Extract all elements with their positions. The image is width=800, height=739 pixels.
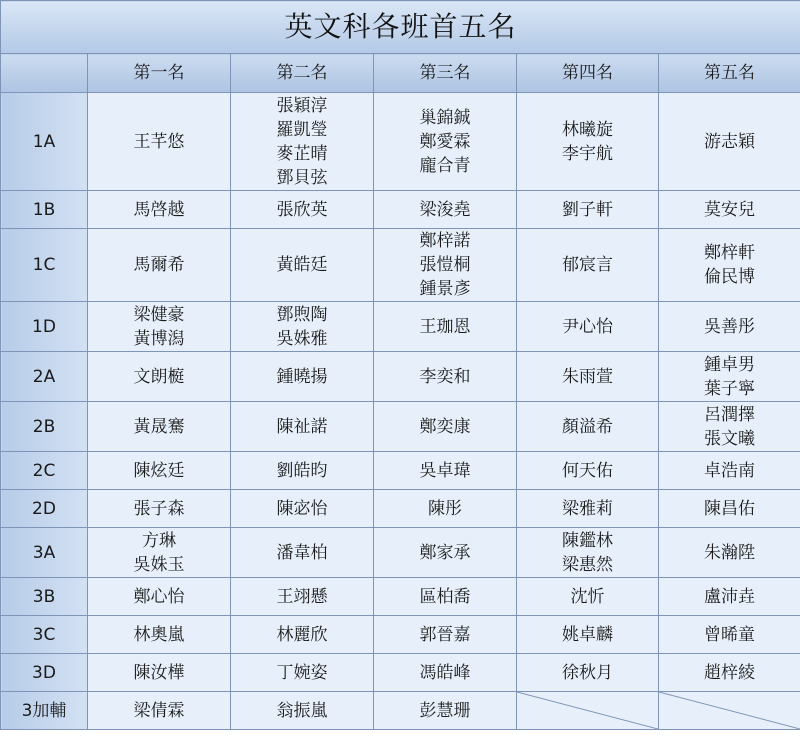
rank-cell (517, 402, 659, 452)
student-name: 黃晟騫 (133, 416, 185, 437)
student-name: 王珈恩 (419, 316, 471, 337)
rank-cell (374, 229, 517, 302)
rank-cell (517, 616, 659, 654)
rank-cell (231, 402, 374, 452)
rank-cell (88, 616, 231, 654)
class-label: 3B (1, 578, 88, 616)
student-name: 吳善彤 (704, 316, 756, 337)
student-name: 鍾卓男 (704, 354, 756, 375)
student-name: 曾晞童 (704, 624, 756, 645)
table-row (1, 452, 800, 490)
student-name: 劉子軒 (562, 199, 613, 220)
rank-cell (374, 93, 517, 191)
class-label: 3C (1, 616, 88, 654)
rank-cell (659, 654, 800, 692)
student-name: 梁浚堯 (419, 199, 471, 220)
student-name: 倫民博 (704, 267, 756, 287)
student-name: 王芊悠 (133, 131, 185, 152)
student-name: 馬啓越 (133, 199, 185, 220)
student-name: 盧沛垚 (704, 586, 756, 607)
rank-cell (517, 229, 659, 302)
student-name: 麥芷晴 (276, 143, 328, 164)
rank-cell (659, 402, 800, 452)
student-name: 梁惠然 (562, 554, 613, 575)
student-name: 巢錦鋮 (419, 107, 471, 128)
student-name: 葉子寧 (704, 378, 756, 399)
column-header: 第五名 (659, 54, 800, 93)
student-name: 朱瀚陞 (704, 542, 756, 563)
student-name: 黃博潟 (133, 328, 185, 349)
student-name: 鍾景彥 (419, 279, 471, 299)
student-name: 姚卓麟 (562, 624, 613, 645)
class-label: 3加輔 (1, 692, 88, 730)
rank-cell (231, 229, 374, 302)
student-name: 張穎淳 (276, 95, 328, 116)
rank-cell (517, 490, 659, 528)
student-name: 林曦旋 (562, 119, 613, 140)
class-label: 1B (1, 191, 88, 229)
student-name: 李宇航 (562, 143, 613, 164)
student-name: 方琳 (142, 530, 176, 551)
student-name: 林奧嵐 (133, 624, 185, 645)
column-header: 第二名 (231, 54, 374, 93)
rank-cell (659, 229, 800, 302)
rank-cell (88, 191, 231, 229)
rank-cell (88, 452, 231, 490)
student-name: 吳姝雅 (276, 328, 328, 349)
table-row (1, 402, 800, 452)
student-name: 馬爾希 (133, 255, 185, 275)
rank-cell (659, 616, 800, 654)
rank-cell (374, 352, 517, 402)
student-name: 尹心怡 (562, 316, 613, 337)
student-name: 鄧煦陶 (276, 304, 328, 325)
student-name: 顏溢希 (562, 416, 613, 437)
student-name: 陳炫廷 (133, 460, 185, 481)
student-name: 張子森 (133, 498, 185, 519)
student-name: 鄭家承 (419, 542, 471, 563)
student-name: 丁婉姿 (276, 662, 328, 683)
student-name: 鄭心怡 (133, 586, 185, 607)
rank-cell (88, 352, 231, 402)
rank-cell (659, 352, 800, 402)
class-label: 1C (1, 229, 88, 302)
table-row (1, 528, 800, 578)
student-name: 翁振嵐 (276, 700, 328, 721)
student-name: 何天佑 (562, 460, 613, 481)
rank-cell (374, 402, 517, 452)
rank-cell (231, 352, 374, 402)
rank-cell (659, 302, 800, 352)
rank-cell (659, 578, 800, 616)
student-name: 陳彤 (428, 498, 462, 519)
class-label: 2C (1, 452, 88, 490)
rank-cell (88, 654, 231, 692)
student-name: 沈忻 (570, 586, 605, 607)
rank-cell (659, 528, 800, 578)
table-row (1, 692, 800, 730)
rank-cell (517, 654, 659, 692)
student-name: 梁雅莉 (562, 498, 613, 519)
student-name: 王翊懸 (276, 586, 328, 607)
rank-cell (88, 578, 231, 616)
class-label: 2D (1, 490, 88, 528)
student-name: 陳宓怡 (276, 498, 328, 519)
student-name: 李奕和 (419, 366, 471, 387)
empty-cell (517, 692, 659, 730)
student-name: 朱雨萱 (562, 366, 613, 387)
rank-cell (88, 229, 231, 302)
rank-cell (374, 191, 517, 229)
rank-cell (88, 93, 231, 191)
student-name: 梁健豪 (133, 304, 185, 325)
student-name: 陳昌佑 (704, 498, 756, 519)
rank-cell (231, 654, 374, 692)
student-name: 張欣英 (276, 199, 328, 220)
rank-cell (517, 93, 659, 191)
student-name: 鍾曉揚 (276, 366, 328, 387)
rank-cell (517, 352, 659, 402)
student-name: 趙梓綾 (704, 662, 756, 683)
table-row (1, 352, 800, 402)
table-row (1, 93, 800, 191)
table-row (1, 302, 800, 352)
class-label: 3D (1, 654, 88, 692)
student-name: 張愷桐 (419, 255, 471, 275)
student-name: 郭晉嘉 (419, 624, 471, 645)
student-name: 馮皓峰 (419, 662, 471, 683)
class-label: 3A (1, 528, 88, 578)
column-header (1, 54, 88, 93)
student-name: 劉皓昀 (276, 460, 328, 481)
diagonal-line (659, 692, 800, 729)
rank-cell (374, 692, 517, 730)
class-label: 2B (1, 402, 88, 452)
rank-cell (659, 452, 800, 490)
student-name: 區柏喬 (419, 586, 471, 607)
column-header: 第三名 (374, 54, 517, 93)
rank-cell (231, 578, 374, 616)
rank-cell (231, 490, 374, 528)
rank-cell (231, 302, 374, 352)
rank-cell (374, 578, 517, 616)
rank-cell (88, 692, 231, 730)
student-name: 龐合青 (419, 155, 471, 176)
student-name: 羅凱瑩 (276, 119, 328, 140)
student-name: 郁宸言 (562, 255, 613, 275)
table-body (1, 93, 800, 730)
student-name: 徐秋月 (562, 662, 613, 683)
table-row (1, 229, 800, 302)
rank-cell (659, 191, 800, 229)
table-row (1, 578, 800, 616)
rank-cell (374, 490, 517, 528)
student-name: 呂潤擇 (704, 404, 756, 425)
student-name: 鄧貝弦 (276, 167, 328, 188)
rank-cell (374, 654, 517, 692)
rank-cell (374, 528, 517, 578)
table-row (1, 490, 800, 528)
rank-cell (88, 490, 231, 528)
class-label: 1D (1, 302, 88, 352)
student-name: 卓浩南 (704, 460, 756, 481)
table-row (1, 654, 800, 692)
rank-cell (231, 528, 374, 578)
student-name: 鄭梓諾 (419, 231, 471, 251)
rank-cell (88, 528, 231, 578)
rank-cell (374, 616, 517, 654)
student-name: 陳汝樺 (133, 662, 185, 683)
rank-cell (231, 452, 374, 490)
student-name: 文朗榳 (133, 366, 185, 387)
student-name: 莫安兒 (704, 199, 756, 220)
rank-cell (517, 452, 659, 490)
rank-cell (374, 452, 517, 490)
header-row (1, 54, 800, 93)
rank-cell (517, 528, 659, 578)
student-name: 張文曦 (704, 428, 756, 449)
table-row (1, 616, 800, 654)
class-label: 1A (1, 93, 88, 191)
table-row (1, 191, 800, 229)
student-name: 鄭梓軒 (704, 243, 756, 263)
rank-cell (88, 302, 231, 352)
student-name: 梁倩霖 (133, 700, 185, 721)
rank-cell (88, 402, 231, 452)
empty-cell (659, 692, 800, 730)
class-label: 2A (1, 352, 88, 402)
column-header: 第一名 (88, 54, 231, 93)
rank-cell (659, 93, 800, 191)
student-name: 鄭愛霖 (419, 131, 471, 152)
student-name: 潘韋柏 (276, 542, 328, 563)
student-name: 吳卓瑋 (419, 460, 471, 481)
student-name: 黃皓廷 (276, 255, 328, 275)
page-title: 英文科各班首五名 (1, 1, 800, 54)
student-name: 陳鑑林 (562, 530, 613, 551)
student-name: 游志穎 (704, 131, 756, 152)
student-name: 林麗欣 (276, 624, 328, 645)
rank-cell (374, 302, 517, 352)
rank-cell (231, 191, 374, 229)
rank-cell (517, 191, 659, 229)
student-name: 陳祉諾 (276, 416, 328, 437)
rank-cell (517, 578, 659, 616)
rank-cell (659, 490, 800, 528)
rank-cell (231, 692, 374, 730)
column-header: 第四名 (517, 54, 659, 93)
rank-cell (231, 616, 374, 654)
rank-cell (231, 93, 374, 191)
student-name: 鄭奕康 (419, 416, 471, 437)
student-name: 彭慧珊 (419, 700, 471, 721)
diagonal-line (517, 692, 658, 729)
student-name: 吳姝玉 (133, 554, 185, 575)
rank-cell (517, 302, 659, 352)
